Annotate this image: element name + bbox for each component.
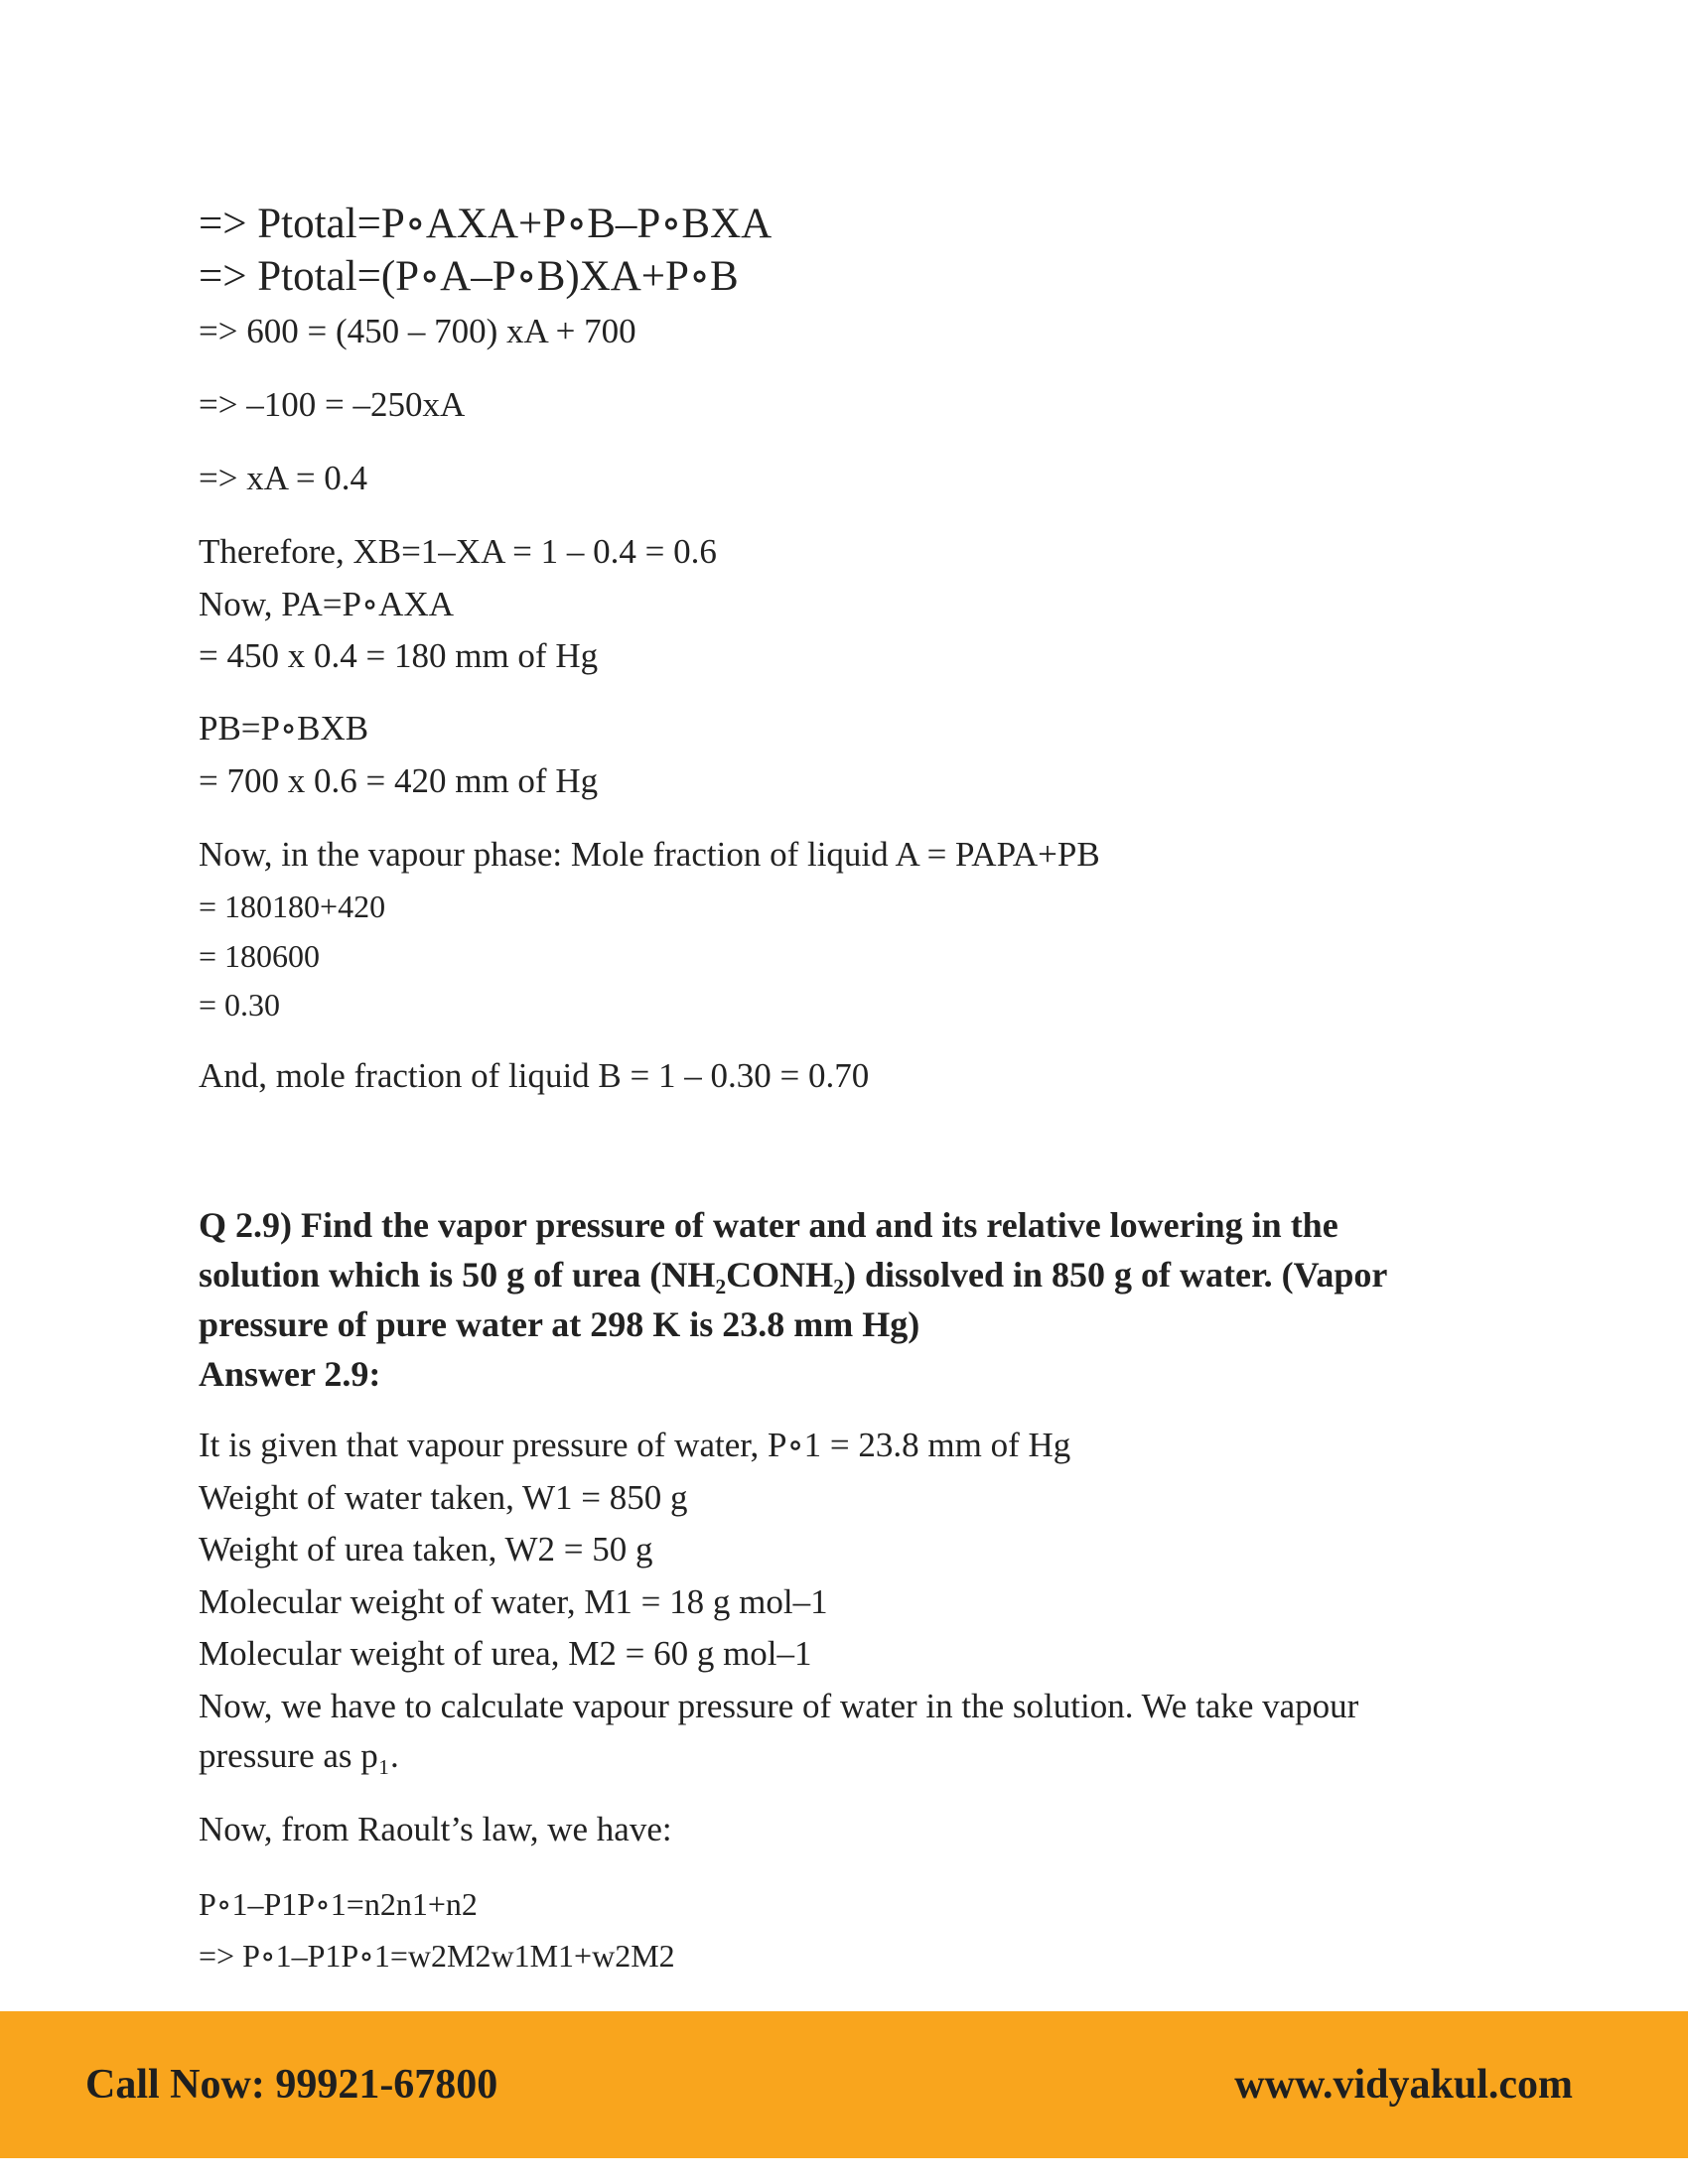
text-line: It is given that vapour pressure of water, P∘1 = 23.8 mm of Hg xyxy=(199,1426,1071,1464)
text-line: Weight of urea taken, W2 = 50 g xyxy=(199,1530,653,1569)
equation-line: => –100 = –250xA xyxy=(199,385,466,424)
answer-heading: Answer 2.9: xyxy=(199,1354,381,1394)
text-line: Molecular weight of urea, M2 = 60 g mol–1 xyxy=(199,1634,812,1673)
equation-line: => 600 = (450 – 700) xA + 700 xyxy=(199,312,636,350)
question-line: solution which is 50 g of urea (NH₂CONH₂) dissolved in 850 g of water. (Vapor xyxy=(199,1255,1388,1295)
equation-line: P∘1–P1P∘1=n2n1+n2 xyxy=(199,1886,478,1922)
text-line: Now, in the vapour phase: Mole fraction of liquid A = PAPA+PB xyxy=(199,835,1100,874)
text-line: And, mole fraction of liquid B = 1 – 0.30 = 0.70 xyxy=(199,1056,870,1095)
equation-line: => xA = 0.4 xyxy=(199,459,368,497)
text-line: Now, we have to calculate vapour pressure of water in the solution. We take vapour xyxy=(199,1687,1359,1725)
text-line: Therefore, XB=1–XA = 1 – 0.4 = 0.6 xyxy=(199,532,717,571)
question-line: Q 2.9) Find the vapor pressure of water and and its relative lowering in the xyxy=(199,1205,1338,1245)
equation-line: = 180600 xyxy=(199,938,321,974)
equation-line: = 450 x 0.4 = 180 mm of Hg xyxy=(199,636,599,675)
question-line: pressure of pure water at 298 K is 23.8 mm Hg) xyxy=(199,1304,920,1344)
text-line: Weight of water taken, W1 = 850 g xyxy=(199,1478,688,1517)
footer-bar xyxy=(0,2011,1688,2158)
equation-line: => P∘1–P1P∘1=w2M2w1M1+w2M2 xyxy=(199,1938,675,1974)
equation-line: = 180180+420 xyxy=(199,888,386,924)
equation-line: PB=P∘BXB xyxy=(199,709,369,748)
call-now-text: Call Now: 99921-67800 xyxy=(85,2062,498,2108)
equation-line: => Ptotal=P∘AXA+P∘B–P∘BXA xyxy=(199,201,773,247)
text-line: Now, PA=P∘AXA xyxy=(199,585,454,623)
text-line: Molecular weight of water, M1 = 18 g mol–1 xyxy=(199,1582,828,1621)
text-line: pressure as p₁. xyxy=(199,1736,399,1775)
text-line: Now, from Raoult’s law, we have: xyxy=(199,1810,672,1848)
website-link[interactable]: www.vidyakul.com xyxy=(1234,2062,1573,2108)
equation-line: = 700 x 0.6 = 420 mm of Hg xyxy=(199,761,599,800)
equation-line: => Ptotal=(P∘A–P∘B)XA+P∘B xyxy=(199,253,739,300)
equation-line: = 0.30 xyxy=(199,987,281,1023)
